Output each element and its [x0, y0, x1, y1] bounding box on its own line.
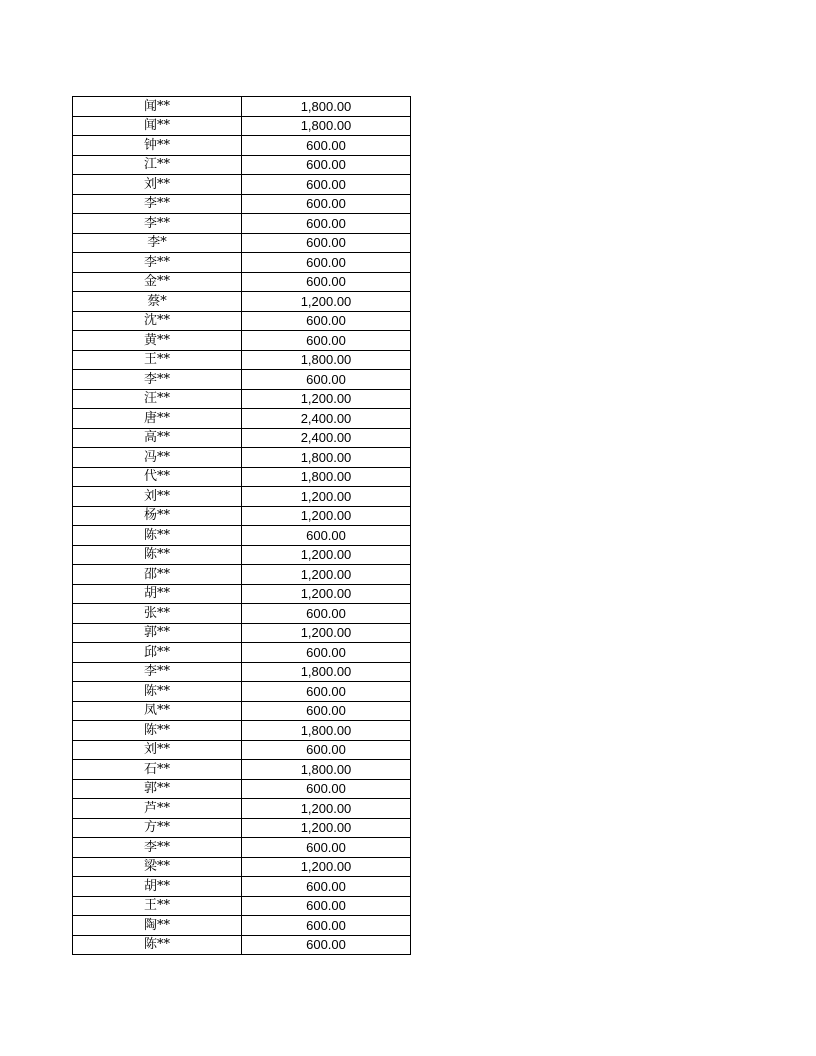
name-cell: 陈**: [73, 721, 242, 741]
name-cell: 石**: [73, 760, 242, 780]
name-cell: 李**: [73, 838, 242, 858]
table-row: [73, 857, 411, 877]
amount-cell: 600.00: [242, 370, 411, 390]
table-row: [73, 701, 411, 721]
name-cell: 陈**: [73, 526, 242, 546]
name-cell: 沈**: [73, 311, 242, 331]
name-cell: 芦**: [73, 799, 242, 819]
amount-cell: 600.00: [242, 701, 411, 721]
amount-cell: 1,800.00: [242, 116, 411, 136]
amount-cell: 600.00: [242, 214, 411, 234]
name-cell: 李**: [73, 194, 242, 214]
table-row: [73, 721, 411, 741]
name-cell: 郭**: [73, 779, 242, 799]
amount-cell: 600.00: [242, 331, 411, 351]
amount-cell: 1,800.00: [242, 448, 411, 468]
amount-cell: 1,200.00: [242, 487, 411, 507]
roster-table: [72, 96, 411, 955]
name-cell: 杨**: [73, 506, 242, 526]
table-row: [73, 526, 411, 546]
amount-cell: 600.00: [242, 253, 411, 273]
name-cell: 蔡*: [73, 292, 242, 312]
amount-cell: 600.00: [242, 935, 411, 955]
table-row: [73, 779, 411, 799]
name-cell: 陈**: [73, 935, 242, 955]
amount-cell: 600.00: [242, 643, 411, 663]
name-cell: 胡**: [73, 584, 242, 604]
name-cell: 郭**: [73, 623, 242, 643]
table-row: [73, 448, 411, 468]
amount-cell: 600.00: [242, 896, 411, 916]
amount-cell: 2,400.00: [242, 428, 411, 448]
name-cell: 凤**: [73, 701, 242, 721]
name-cell: 邵**: [73, 565, 242, 585]
amount-cell: 600.00: [242, 682, 411, 702]
name-cell: 李**: [73, 662, 242, 682]
table-row: [73, 175, 411, 195]
table-row: [73, 311, 411, 331]
table-row: [73, 760, 411, 780]
table-row: [73, 116, 411, 136]
table-row: [73, 370, 411, 390]
name-cell: 刘**: [73, 740, 242, 760]
amount-cell: 1,200.00: [242, 799, 411, 819]
name-cell: 刘**: [73, 487, 242, 507]
amount-cell: 600.00: [242, 779, 411, 799]
name-cell: 汪**: [73, 389, 242, 409]
amount-cell: 1,800.00: [242, 760, 411, 780]
table-row: [73, 584, 411, 604]
amount-cell: 600.00: [242, 877, 411, 897]
table-row: [73, 467, 411, 487]
table-row: [73, 331, 411, 351]
amount-cell: 600.00: [242, 526, 411, 546]
table-row: [73, 838, 411, 858]
table-row: [73, 389, 411, 409]
name-cell: 胡**: [73, 877, 242, 897]
name-cell: 李**: [73, 370, 242, 390]
amount-cell: 1,800.00: [242, 721, 411, 741]
table-row: [73, 272, 411, 292]
table-row: [73, 682, 411, 702]
table-row: [73, 799, 411, 819]
table-row: [73, 565, 411, 585]
table-row: [73, 428, 411, 448]
amount-cell: 1,800.00: [242, 97, 411, 117]
name-cell: 陶**: [73, 916, 242, 936]
amount-cell: 1,800.00: [242, 350, 411, 370]
table-row: [73, 292, 411, 312]
amount-cell: 600.00: [242, 311, 411, 331]
name-cell: 闻**: [73, 116, 242, 136]
table-row: [73, 409, 411, 429]
table-row: [73, 643, 411, 663]
name-cell: 王**: [73, 350, 242, 370]
name-cell: 邱**: [73, 643, 242, 663]
table-row: [73, 214, 411, 234]
amount-cell: 1,200.00: [242, 545, 411, 565]
amount-cell: 1,200.00: [242, 584, 411, 604]
name-cell: 冯**: [73, 448, 242, 468]
table-row: [73, 877, 411, 897]
table-row: [73, 545, 411, 565]
table-row: [73, 350, 411, 370]
amount-cell: 600.00: [242, 155, 411, 175]
table-row: [73, 662, 411, 682]
name-cell: 刘**: [73, 175, 242, 195]
name-cell: 梁**: [73, 857, 242, 877]
table-row: [73, 935, 411, 955]
name-cell: 闻**: [73, 97, 242, 117]
name-cell: 金**: [73, 272, 242, 292]
amount-cell: 600.00: [242, 136, 411, 156]
amount-cell: 1,200.00: [242, 292, 411, 312]
name-cell: 陈**: [73, 682, 242, 702]
amount-cell: 600.00: [242, 272, 411, 292]
name-cell: 李**: [73, 253, 242, 273]
name-cell: 高**: [73, 428, 242, 448]
amount-cell: 1,200.00: [242, 818, 411, 838]
name-cell: 张**: [73, 604, 242, 624]
table-row: [73, 740, 411, 760]
name-cell: 陈**: [73, 545, 242, 565]
table-row: [73, 253, 411, 273]
amount-cell: 600.00: [242, 175, 411, 195]
name-cell: 代**: [73, 467, 242, 487]
table-row: [73, 506, 411, 526]
table-row: [73, 97, 411, 117]
table-row: [73, 916, 411, 936]
name-cell: 江**: [73, 155, 242, 175]
name-cell: 黄**: [73, 331, 242, 351]
amount-cell: 600.00: [242, 233, 411, 253]
amount-cell: 600.00: [242, 838, 411, 858]
table-row: [73, 155, 411, 175]
amount-cell: 1,800.00: [242, 467, 411, 487]
amount-cell: 1,200.00: [242, 623, 411, 643]
name-cell: 钟**: [73, 136, 242, 156]
document-page: [72, 96, 411, 955]
amount-cell: 600.00: [242, 604, 411, 624]
roster-table-body: [73, 97, 411, 955]
name-cell: 王**: [73, 896, 242, 916]
table-row: [73, 233, 411, 253]
table-row: [73, 896, 411, 916]
amount-cell: 1,800.00: [242, 662, 411, 682]
amount-cell: 600.00: [242, 916, 411, 936]
name-cell: 李*: [73, 233, 242, 253]
name-cell: 唐**: [73, 409, 242, 429]
table-row: [73, 818, 411, 838]
amount-cell: 2,400.00: [242, 409, 411, 429]
name-cell: 方**: [73, 818, 242, 838]
table-row: [73, 194, 411, 214]
name-cell: 李**: [73, 214, 242, 234]
table-row: [73, 604, 411, 624]
amount-cell: 1,200.00: [242, 506, 411, 526]
table-row: [73, 487, 411, 507]
amount-cell: 1,200.00: [242, 565, 411, 585]
table-row: [73, 623, 411, 643]
amount-cell: 1,200.00: [242, 857, 411, 877]
table-row: [73, 136, 411, 156]
amount-cell: 1,200.00: [242, 389, 411, 409]
amount-cell: 600.00: [242, 194, 411, 214]
amount-cell: 600.00: [242, 740, 411, 760]
